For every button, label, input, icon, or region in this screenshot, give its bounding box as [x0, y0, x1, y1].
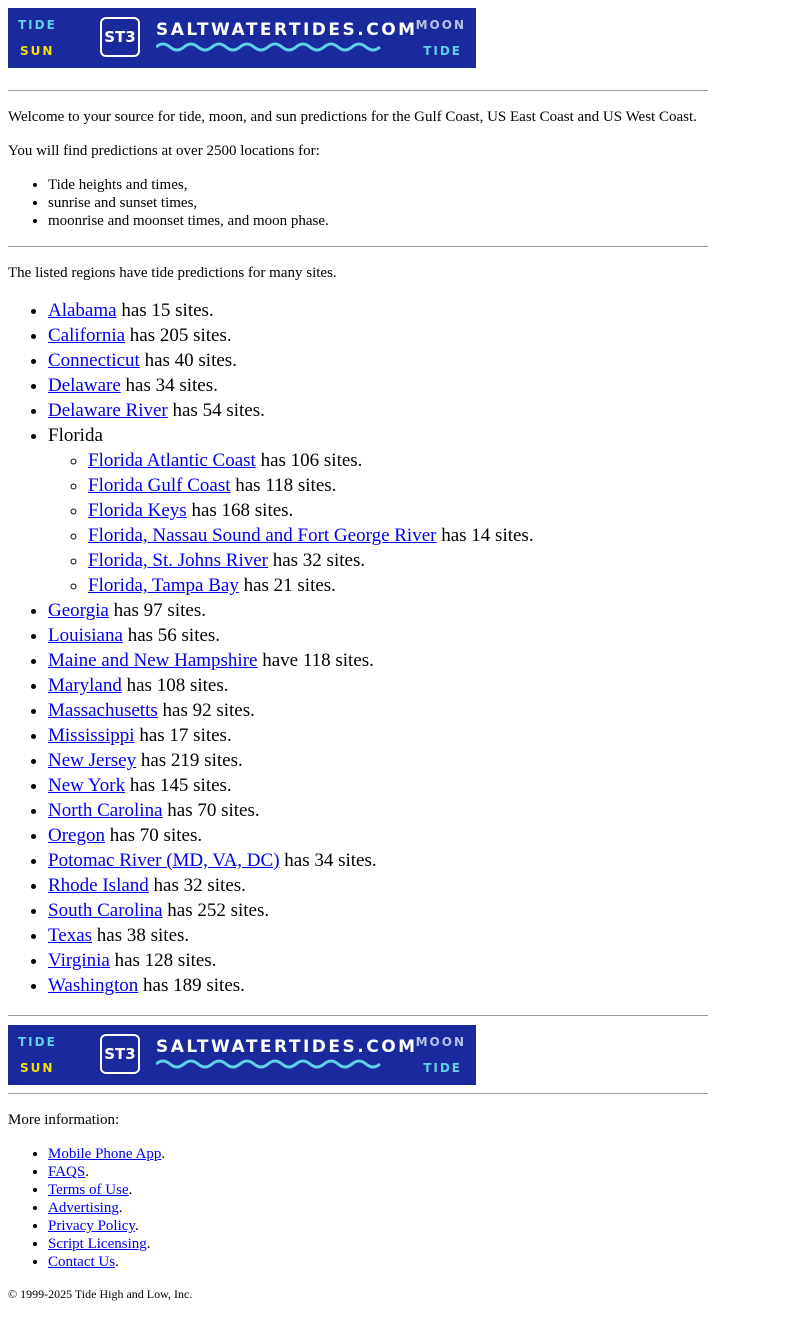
copyright-text: © 1999-2025 Tide High and Low, Inc. [8, 1287, 193, 1301]
site-count-text: has 21 sites. [238, 575, 336, 596]
region-link-washington[interactable]: Washington [48, 975, 139, 996]
punctuation: . [128, 1182, 133, 1198]
list-item [48, 348, 708, 373]
site-count-text: has 205 sites. [125, 325, 232, 346]
list-item [48, 323, 708, 348]
region-link-delaware[interactable]: Delaware [48, 375, 121, 396]
region-link-florida-tampa-bay[interactable]: Florida, Tampa Bay [88, 575, 239, 596]
site-count-text: has 40 sites. [139, 350, 237, 371]
site-count-text: has 219 sites. [136, 750, 243, 771]
list-item [48, 373, 708, 398]
page-content [8, 8, 708, 1301]
list-item [48, 648, 708, 673]
regions-intro-text: The listed regions have tide predictions for many sites. [8, 265, 337, 281]
site-count-text: has 252 sites. [162, 900, 270, 921]
site-count-text: has 34 sites. [279, 850, 377, 871]
list-item [48, 1181, 708, 1199]
region-link-florida-gulf-coast[interactable]: Florida Gulf Coast [88, 475, 231, 496]
list-item: • moonrise and moonset times, and moon phase. [48, 212, 708, 230]
list-item [48, 298, 708, 323]
list-item [48, 598, 708, 623]
site-count-text: has 38 sites. [92, 925, 190, 946]
region-link-rhode-island[interactable]: Rhode Island [48, 875, 149, 896]
region-link-louisiana[interactable]: Louisiana [48, 625, 123, 646]
banner-sun-label: SUN [20, 44, 55, 58]
list-item [88, 523, 708, 548]
list-item [48, 798, 708, 823]
region-link-alabama[interactable]: Alabama [48, 300, 117, 321]
site-logo-icon: ST3 [100, 1034, 140, 1074]
list-item [88, 548, 708, 573]
site-count-text: has 32 sites. [267, 550, 366, 571]
banner-tide-label: TIDE [18, 1035, 57, 1049]
banner-sun-label: SUN [20, 1061, 55, 1075]
site-count-text: has 189 sites. [138, 975, 245, 996]
site-count-text: has 32 sites. [148, 875, 246, 896]
bottom-banner[interactable] [8, 1025, 476, 1085]
list-item [48, 948, 708, 973]
site-count-text: has 106 sites. [255, 450, 363, 471]
divider [8, 90, 708, 91]
list-item [48, 873, 708, 898]
banner-site-name: SALTWATERTIDES.COM [156, 1037, 418, 1057]
region-link-potomac-river[interactable]: Potomac River (MD, VA, DC) [48, 850, 280, 871]
site-count-text: has 168 sites. [186, 500, 294, 521]
contact-us-link[interactable]: Contact Us [48, 1254, 116, 1270]
banner-tide-label-right: TIDE [423, 1061, 462, 1075]
wave-icon [156, 1058, 384, 1070]
locations-text: You will find predictions at over 2500 locations for: [8, 143, 320, 159]
site-logo-icon: ST3 [100, 17, 140, 57]
florida-label: Florida [48, 425, 103, 446]
welcome-text: Welcome to your source for tide, moon, and sun predictions for the Gulf Coast, US East Coast and US West Coast. [8, 109, 697, 125]
script-licensing-link[interactable]: Script Licensing [48, 1236, 147, 1252]
list-item: • sunrise and sunset times, [48, 194, 708, 212]
list-item [48, 748, 708, 773]
region-link-florida-nassau-sound[interactable]: Florida, Nassau Sound and Fort George River [88, 525, 437, 546]
punctuation: . [161, 1146, 166, 1162]
wave-icon [156, 41, 384, 53]
list-item [48, 673, 708, 698]
divider [8, 1015, 708, 1016]
list-item [48, 698, 708, 723]
site-count-text: has 15 sites. [116, 300, 214, 321]
site-count-text: has 118 sites. [230, 475, 337, 496]
banner-site-name: SALTWATERTIDES.COM [156, 20, 418, 40]
region-link-connecticut[interactable]: Connecticut [48, 350, 140, 371]
more-info-list [8, 1145, 708, 1271]
punctuation: . [115, 1254, 119, 1270]
list-item [48, 423, 708, 598]
site-count-text: has 34 sites. [120, 375, 218, 396]
list-item [48, 723, 708, 748]
list-item [48, 848, 708, 873]
privacy-policy-link[interactable]: Privacy Policy [48, 1218, 135, 1234]
top-banner[interactable] [8, 8, 476, 68]
regions-list [8, 298, 708, 998]
region-link-florida-st-johns-river[interactable]: Florida, St. Johns River [88, 550, 268, 571]
region-link-delaware-river[interactable]: Delaware River [48, 400, 168, 421]
site-count-text: has 56 sites. [122, 625, 221, 646]
advertising-link[interactable]: Advertising [48, 1200, 119, 1216]
site-count-text: has 17 sites. [134, 725, 232, 746]
site-count-text: has 108 sites. [121, 675, 229, 696]
site-count-text: has 145 sites. [125, 775, 232, 796]
site-count-text: has 92 sites. [157, 700, 255, 721]
florida-sublist [48, 448, 708, 598]
site-count-text: has 70 sites. [104, 825, 203, 846]
region-link-california[interactable]: California [48, 325, 126, 346]
punctuation: . [85, 1164, 89, 1180]
region-link-new-york[interactable]: New York [48, 775, 126, 796]
list-item [48, 1253, 708, 1271]
site-count-text: has 54 sites. [167, 400, 265, 421]
list-item [48, 898, 708, 923]
banner-tide-label: TIDE [18, 18, 57, 32]
list-item [48, 1199, 708, 1217]
region-link-new-jersey[interactable]: New Jersey [48, 750, 137, 771]
mobile-app-link[interactable]: Mobile Phone App [48, 1146, 162, 1162]
list-item [48, 1217, 708, 1235]
features-list [8, 176, 708, 230]
list-item [48, 823, 708, 848]
list-item [48, 923, 708, 948]
list-item [48, 623, 708, 648]
region-link-georgia[interactable]: Georgia [48, 600, 109, 621]
punctuation: . [134, 1218, 139, 1234]
region-link-texas[interactable]: Texas [48, 925, 93, 946]
list-item [48, 1163, 708, 1181]
region-link-maine-new-hampshire[interactable]: Maine and New Hampshire [48, 650, 258, 671]
site-count-text: has 128 sites. [109, 950, 217, 971]
region-link-north-carolina[interactable]: North Carolina [48, 800, 163, 821]
list-item: • Tide heights and times, [48, 176, 708, 194]
divider [8, 246, 708, 247]
site-count-text: has 70 sites. [162, 800, 260, 821]
site-count-text: has 14 sites. [436, 525, 534, 546]
region-link-florida-atlantic-coast[interactable]: Florida Atlantic Coast [88, 450, 256, 471]
region-link-oregon[interactable]: Oregon [48, 825, 105, 846]
list-item [88, 573, 708, 598]
punctuation: . [146, 1236, 151, 1252]
region-link-mississippi[interactable]: Mississippi [48, 725, 135, 746]
banner-moon-label: MOON [415, 1035, 466, 1049]
banner-tide-label-right: TIDE [423, 44, 462, 58]
site-count-text: has 97 sites. [108, 600, 206, 621]
list-item [88, 473, 708, 498]
region-link-maryland[interactable]: Maryland [48, 675, 122, 696]
region-link-south-carolina[interactable]: South Carolina [48, 900, 163, 921]
list-item [88, 448, 708, 473]
region-link-massachusetts[interactable]: Massachusetts [48, 700, 158, 721]
terms-of-use-link[interactable]: Terms of Use [48, 1182, 129, 1198]
list-item [88, 498, 708, 523]
list-item [48, 973, 708, 998]
list-item [48, 398, 708, 423]
region-link-virginia[interactable]: Virginia [48, 950, 110, 971]
list-item [48, 1235, 708, 1253]
punctuation: . [118, 1200, 123, 1216]
site-count-text: have 118 sites. [257, 650, 374, 671]
divider [8, 1093, 708, 1094]
more-info-label: More information: [8, 1112, 120, 1128]
list-item [48, 1145, 708, 1163]
banner-moon-label: MOON [415, 18, 466, 32]
faqs-link[interactable]: FAQS [48, 1164, 86, 1180]
list-item [48, 773, 708, 798]
region-link-florida-keys[interactable]: Florida Keys [88, 500, 187, 521]
